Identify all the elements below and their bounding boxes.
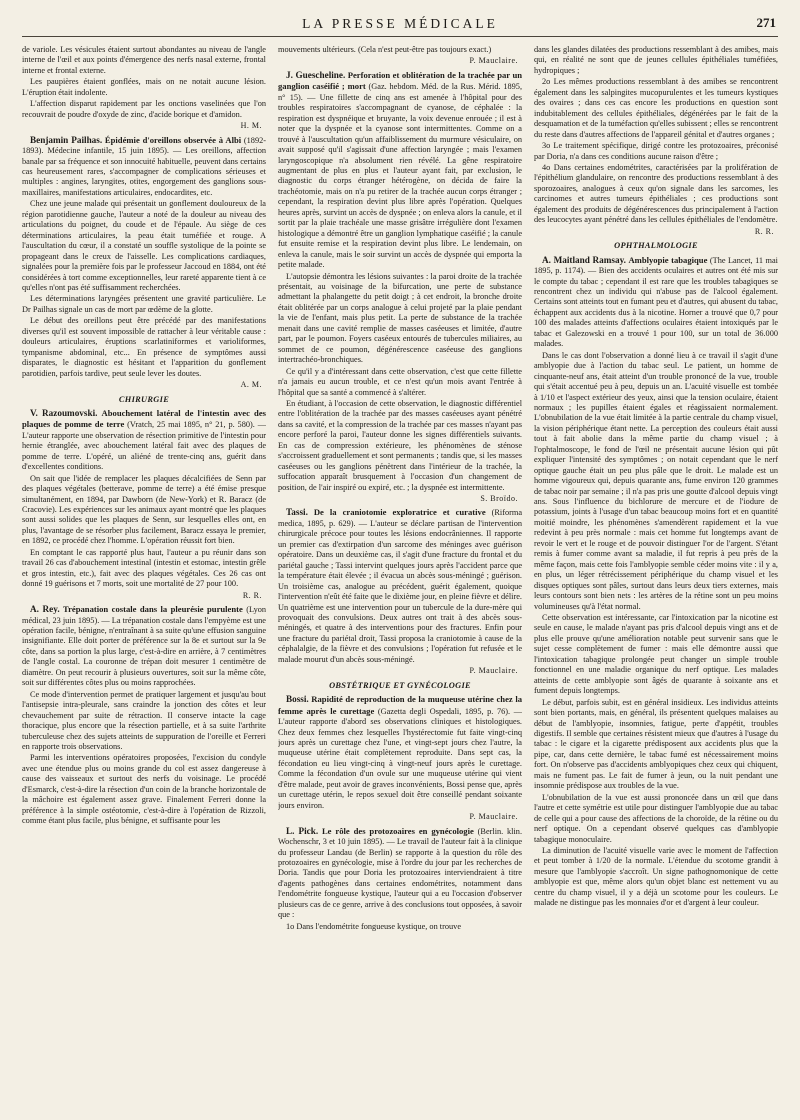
section-heading: OBSTÉTRIQUE ET GYNÉCOLOGIE (329, 680, 471, 690)
paragraph: En comptant le cas rapporté plus haut, l'auteur a pu réunir dans son travail 26 cas d'abouchement intestinal (intestin et estomac, intestin grêle et gros intestin, etc.), fait avec des plaques végétales. Ces 26 cas ont donné 19 guérisons et 7 morts, soit une mortalité de 27 pour 100. (22, 547, 266, 589)
paragraph: Les déterminations laryngées présentent une gravité particulière. Le Dr Pailhas signale un cas de mort par œdème de la glotte. (22, 294, 266, 314)
article-abstract (22, 408, 266, 473)
column-middle (278, 45, 522, 1120)
article-abstract (534, 255, 778, 350)
page-number: 271 (756, 15, 776, 30)
article-author: A. Rey. (30, 604, 60, 615)
paragraph: 3o Le traitement spécifique, dirigé contre les protozoaires, préconisé par Doria, n'a dans ces conditions aucune raison d'être ; (534, 141, 778, 161)
article-body: (The Lancet, 11 mai 1895, p. 1174). — Bien des accidents oculaires et autres ont été mis sur le compte du tabac ; cependant il est rare que les troubles tabagiques se rencontrent chez un individu qui n'abuse pas de l'alcool également. Certains sont atteints tout en fumant peu et d'autres, qui abusent du tabac, échappent aux accidents dus à la nicotine. Horner a trouvé que 0,7 pour 100 des malades atteints d'affections oculaires étaient intoxiqués par le tabac et Galezowski en a trouvé 1 pour 100, sur un total de 36.000 malades. (534, 255, 778, 349)
article-body: (Vratch, 25 mai 1895, n° 21, p. 580). — L'auteur rapporte une observation de résection primitive de l'intestin pour hernie étranglée, avec abouchement latéral fait avec des plaques de pomme de terre. L'opéré, un aliéné de trente-cinq ans, guérit dans d'excellentes conditions. (22, 420, 266, 472)
article-body: (Berlin. klin. Wochenschr, 3 et 10 juin 1895). — Le travail de l'auteur fait à la clinique du professeur Landau (de Berlin) se rapporte à la question du rôle des protozoaires en gynécologie, mise à l'ordre du jour par les recherches de Doria. Tandis que pour Doria les protozoaires interviendraient à titre d'agents pathogènes dans certaines endométrites, notamment dans l'endométrite fongueuse kystique, l'auteur qui a eu l'occasion d'observer plusieurs cas de ce genre, arrive à des conclusions tout opposées, à savoir que : (278, 826, 522, 920)
paragraph: La diminution de l'acuité visuelle varie avec le moment de l'affection et peut tomber à 1/20 de la normale. L'étendue du scotome grandit à mesure que l'amblyopie s'accroît. Un signe pathognomonique de cette amblyopie est que, même alors qu'un objet blanc est nettement vu au centre du champ visuel, il y a déjà un scotome pour les couleurs. Le malade ne distingue pas les monnaies d'or et d'argent à leur couleur. (534, 845, 778, 908)
article-author: Tassi. (286, 507, 308, 518)
column-left (22, 45, 266, 1120)
article-title: Le rôle des protozoaires en gynécologie (321, 825, 474, 836)
paragraph: 4o Dans certaines endométrites, caractérisées par la prolifération de l'épithélium glandulaire, on rencontre des productions ressemblant à des sporozoaires, analogues à ceux qu'on signale dans les sarcomes, les carcinomes et autres tumeurs épithéliales ; ces productions sont également des produits de dégénérescences dus principalement à l'action des leucocytes ayant pénétré dans les cellules épithéliales de l'endomètre. (534, 162, 778, 225)
article-body: (Gaz. hebdom. Méd. de la Rus. Mérid. 1895, n° 15). — Une fillette de cinq ans est amenée à l'hôpital pour des troubles respiratoires s'accompagnant de cyanose, de céphalée : la respiration est dyspnéique et bruyante, la voix devenue enrouée ; il est à noter que la dyspnée et la cyanose sont intermittentes. Comme on a trouvé à l'auscultation qu'un affaiblissement du murmure vésiculaire, on avait supposé qu'il s'agissait d'une affection laryngée ; mais l'examen laryngoscopique n'a absolument rien révélé. La gêne respiratoire augmentant de plus en plus et l'auteur ayant fait, par exclusion, le diagnostic du corps étranger hétérogène, on décida de faire la trachéotomie, mais on n'a pu retirer de la trachée aucun corps étranger ; cependant, la respiration devint plus libre après l'opération. Quelques heures après, survint un accès de dyspnée ; on enleva alors la canule, et il sortit par la plaie trachéale une masse grisâtre irrégulière dont l'examen histologique a démontré être un ganglion lymphatique caséifié ; la canule fut ensuite remise et la respiration devint plus libre. Le lendemain, on enleva la canule, mais le soir survint un accès de dyspnée qui emporta la petite malade. (278, 82, 522, 270)
author-signature: P. Mauclaire. (469, 812, 518, 822)
paragraph: Le début, parfois subit, est en général insidieux. Les individus atteints sont bien portants, mais, en général, ils présentent quelques malaises au début de l'amblyopie, insomnies, fatigue, perte d'appétit, troubles digestifs. Il semble que certaines résistent mieux que d'autres à l'usage du tabac : le cigare et la cigarette prédisposent aux accidents plus que la pipe, car, dans cette dernière, le tabac fumé est nécessairement moins fort. On n'observe pas d'accidents amblyopiques chez ceux qui chiquent, mais ne fument pas. Le fait de fumer à jeun, ou la nuit pendant une insomnie prédispose aux troubles de la vue. (534, 697, 778, 791)
paragraph: dans les glandes dilatées des productions ressemblant à des amibes, mais qui, en réalité ne sont que de jeunes cellules épithéliales tuméfiées, hydropiques ; (534, 45, 778, 75)
article-author: A. Maitland Ramsay. (542, 254, 626, 265)
author-signature: P. Mauclaire. (469, 666, 518, 676)
article-abstract (278, 826, 522, 921)
paragraph: L'affection disparut rapidement par les onctions vaselinées que l'on recouvrait de poudre d'oxyde de zinc, d'acide borique et d'amidon. (22, 99, 266, 119)
text-columns (22, 45, 778, 1120)
author-signature: R. R. (754, 226, 774, 236)
paragraph: En étudiant, à l'occasion de cette observation, le diagnostic différentiel entre l'oblitération de la trachée par des masses caséeuses ayant pénétré dans sa cavité, et la compression de la trachée par ces masses n'ayant pas encore perforé la paroi, l'auteur donne les signes différentiels suivants. En cas de compression extérieure, les phénomènes de sténose s'accroissent graduellement et sont permanents ; tandis que, si les masses caséeuses ou les ganglions pénètrent dans l'intérieur de la trachée, la suffocation apparaît brusquement à l'occasion d'un changement de position, de l'air inspiré ou expiré, etc. ; la dyspnée est intermittente. (278, 398, 522, 492)
paragraph: de variole. Les vésicules étaient surtout abondantes au niveau de l'angle interne de l'œil et aux points d'émergence des nerfs nasal externe, frontal interne et frontal externe. (22, 45, 266, 75)
author-signature: H. M. (240, 121, 262, 131)
article-title: Trépanation costale dans la pleurésie purulente (63, 604, 243, 615)
article-title: Rapidité de reproduction de la muqueuse utérine chez la femme après le curettage (278, 694, 522, 716)
section-heading: CHIRURGIE (118, 394, 170, 404)
paragraph: 1o Dans l'endométrite fongueuse kystique, on trouve (286, 921, 462, 931)
article-body: (Gazetta degli Ospedali, 1895, p. 76). — L'auteur rapporte d'abord ses observations cliniques et histologiques. Chez deux femmes chez lesquelles l'hystérectomie fut faite vingt-cinq jours après un curettage chez l'une, et vingt-sept jours chez l'autre, la muqueuse utérine était complètement reproduite. Dans sept cas, la fécondation eu lieu vingt-cinq à vingt-neuf jours après le curettage. Comme la fécondation d'un ovule sur une muqueuse utérine qui vient d'être malade, peut avoir de graves inconvénients, Bossi pense que, après un curettage utérin, le repos sexuel doit être conseillé pendant soixante jours environ. (278, 706, 522, 810)
article-body: (Riforma medica, 1895, p. 629). — L'auteur se déclare partisan de l'intervention chirurgicale précoce pour toutes les lésions endocrâniennes. Il rapporte un premier cas d'extirpation d'un sarcome des méninges avec guérison opératoire. Dans un deuxième cas, il s'agit d'une fracture du frontal et du pariétal gauche ; Tassi intervint quelques jours après l'accident parce que la température était élevée ; il évacua un abcès sous-méningé ; guérison. Un troisième cas, analogue au précédent, guérit également, quoique l'intervention n'eût été faite que le dixième jour, en pleine fièvre et délire. Un quatrième est une intervention pour un tubercule de la dure-mère qui provoquait des convulsions. Deux autres ont trait à des abcès sous-méningés, et quatre à des interventions pour des fractures. Enfin pour une fracture du pariétal droit, Tassi proposa la craniotomie à cause de la céphalalgie, de la fièvre et des convulsions ; l'opération fut refusée et le malade mourut d'un abcès sous-méningé. (278, 508, 522, 664)
article-title: Perforation et oblitération de la trachée par un ganglion caséifié ; mort (278, 69, 522, 92)
author-signature: R. R. (242, 590, 262, 600)
article-title: Amblyopie tabagique (628, 254, 708, 265)
article-title: Épidémie d'oreillons observée à Albi (104, 134, 242, 145)
article-author: L. Pick. (286, 825, 319, 836)
paragraph: Les paupières étaient gonflées, mais on ne notait aucune lésion. L'éruption était indolente. (22, 77, 266, 97)
column-right (534, 45, 778, 1120)
paragraph: 2o Les mêmes productions ressemblant à des amibes se rencontrent également dans les salpingites mucopurulentes et les tumeurs kystiques des ovaires ; dans ces cas encore les productions en question sont indubitablement des cellules épithéliales, dégénérées par le fait de la desquamation et de la tuméfaction qu'elles subissent ; elles se rencontrent du reste dans d'autres affections de l'appareil génital et d'autres organes ; (534, 77, 778, 139)
paragraph: L'obnubilation de la vue est aussi prononcée dans un œil que dans l'autre et cette symétrie est utile pour distinguer l'amblyopie due au tabac de celle qui a pour cause des affections de la choroïde, de la rétine ou du nerf optique. On a cependant observé quelques cas d'amblyopie tabagique monoculaire. (534, 792, 778, 844)
paragraph: Cette observation est intéressante, car l'intoxication par la nicotine est seule en cause, le malade n'ayant pas pris d'alcool depuis vingt ans et de plus elle prouve qu'une amélioration notable peut survenir sans que le sujet cesse complètement de fumer : mais elle démontre aussi que l'intoxication tabagique prolongée peut changer un simple trouble fonctionnel en une maladie organique du nerf optique. Les malades atteints de cette amblyopie sont âgés de quarante à soixante ans et fument depuis longtemps. (534, 613, 778, 696)
section-heading: OPHTHALMOLOGIE (614, 241, 698, 251)
article-author: Bossi. (286, 694, 309, 705)
article-author: Benjamin Pailhas. (30, 134, 103, 145)
article-author: V. Razoumovski. (30, 407, 98, 418)
article-abstract (278, 507, 522, 665)
paragraph: On sait que l'idée de remplacer les plaques décalcifiées de Senn par des plaques végétales (betterave, pomme de terre) a été émise presque simultanément, en 1894, par Dawborn (de New-York) et R. Baracz (de Cracovie). Les expériences sur les animaux ayant montré que les plaques sont aussi solides que les plaques de Senn, sur lesquelles elles ont, en plus, l'avantage de se résorber plus facilement, Baracz essaya le premier, en 1892, ce procédé chez l'homme. L'opération réussit fort bien. (22, 473, 266, 546)
article-body: (Lyon médical, 23 juin 1895). — La trépanation costale dans l'empyème est une opération facile, bénigne, n'entraînant à sa suite qu'une effusion sanguine insignifiante. Elle doit porter de préférence sur la 8e et surtout sur la 9e côte, dans sa portion la plus large, c'est-à-dire en arrière, à 7 centimètres de l'angle costal. La couronne de trépan doit mesurer 1 centimètre de diamètre. On peut recourir à plusieurs ouvertures, soit sur la même côte, soit sur différentes côtes plus ou moins rapprochées. (22, 605, 266, 688)
page-header (22, 14, 778, 37)
journal-title: LA PRESSE MÉDICALE (302, 16, 498, 31)
article-title: De la craniotomie exploratrice et curative (313, 507, 486, 518)
article-author: J. Guescheline. (286, 69, 346, 80)
article-abstract (278, 70, 522, 271)
author-signature: S. Broïdo. (480, 494, 518, 504)
article-abstract (278, 694, 522, 811)
article-title: Abouchement latéral de l'intestin avec des plaques de pomme de terre (22, 407, 266, 430)
article-abstract (22, 604, 266, 689)
paragraph: Ce mode d'intervention permet de pratiquer largement et jusqu'au bout l'antisepsie intra-pleurale, sans craindre la jonction des côtes et leur chevauchement par suite de rétraction. Il conserve intacte la cage thoracique, plus encore que la résection partielle, et à sa suite l'arthrite tuberculeuse chez des sujets atteints de suppuration de l'oreille et Ferreri en rapporte trois observations. (22, 689, 266, 751)
article-abstract (22, 135, 266, 199)
author-signature: P. Mauclaire. (469, 56, 518, 66)
article-body: (1892-1893). Médecine infantile, 15 juin 1895). — Les oreillons, affection banale par sa fréquence et son innocuité habituelle, peuvent dans certains cas heureusement rares, s'accompagner de complications sérieuses et multiples : angines, laryngites, otites, engorgement des ganglions sous-maxillaires, manifestations articulaires, endocardites, etc. (22, 135, 266, 197)
paragraph: Chez une jeune malade qui présentait un gonflement douloureux de la région parotidienne gauche, l'auteur a noté de la douleur au niveau des articulations du poignet, du coude et de l'épaule. Au siège de ces déterminations articulaires, la peau était tuméfiée et rouge. A l'auscultation du cœur, il a constaté un souffle systolique de la pointe se propageant dans le creux de l'aisselle. Les complications cardiaques, signalées pour la première fois par le professeur Jaccoud en 1884, ont été considérées à tort comme exceptionnelles, leur rareté apparente tient à ce qu'elles n'ont pas été suffisamment recherchées. (22, 199, 266, 292)
paragraph: Le début des oreillons peut être précédé par des manifestations diverses qu'il est souvent impossible de rattacher à leur véritable cause : douleurs articulaires, éruptions scarlatiniformes et varioliformes, tympanisme abdominal, etc... En présence de symptômes aussi disparates, le diagnostic est hésitant et l'apparition du gonflement parotidien, parfois tardive, peut seule lever les doutes. (22, 316, 266, 378)
paragraph: Parmi les interventions opératoires proposées, l'excision du condyle avec une étendue plus ou moins grande du col est assez dangereuse à cause des vaisseaux et surtout des nerfs du voisinage. Le procédé d'Esmarck, c'est-à-dire la résection d'un coin de la branche horizontale de la mâchoire est également assez grave. Finalement Ferreri donne la préférence à la simple ostéotomie, c'est-à-dire à l'opération de Rizzoli, comme étant plus facile, plus bénigne, et suffisante pour les (22, 753, 266, 826)
paragraph: mouvements ultérieurs. (Cela n'est peut-être pas toujours exact.) (278, 45, 492, 54)
paragraph: Dans le cas dont l'observation a donné lieu à ce travail il s'agit d'une amblyopie due à l'action du tabac seul. Le patient, un homme de cinquante-neuf ans, était atteint d'un trouble prononcé de la vue, trouble qui s'était accentué peu à peu, depuis un an. L'acuité visuelle est tombée à 1/10 et l'aspect extérieur des yeux, ainsi que la tension oculaire, étaient normaux ; les pupilles étaient égales et réagissaient normalement. L'obnubilation de la vue était limitée à la partie centrale du champ visuel, la vision périphérique étant nette. La perception des couleurs était aussi tout à fait abolie dans la même partie du champ visuel ; à l'ophtalmoscope, le fond de l'œil ne présentait aucune lésion qui pût expliquer l'intensité des symptômes ; on notait cependant que le nerf optique gauche était un peu plus pâle que le droit. Le malade est un homme vigoureux qui, depuis quarante ans, fume environ 120 grammes de tabac noir par semaine ; il n'a pas pris une goutte d'alcool depuis vingt ans. Sous l'influence du bichlorure de mercure et de l'iodure de potassium, joints à l'usage d'un tabac beaucoup moins fort et en quantité moitié moindre, les phénomènes s'amendèrent rapidement et la vue redevint à peu près normale : mais cet homme fut longtemps avant de revoir le vert et le rouge et de pouvoir distinguer l'or de l'argent. S'étant remis à fumer comme avant sa maladie, il fut repris à peu près de la même façon, mais cette fois l'amblyopie semble céder moins vite : il y a, en plus, un léger rétrécissement périphérique du champ visuel et les disques optiques sont pâles, surtout dans leurs deux tiers externes, mais leurs contours sont bien nets : les artères de la rétine sont un peu moins volumineuses qu'à l'état normal. (534, 350, 778, 611)
author-signature: A. M. (240, 380, 262, 390)
paragraph: Ce qu'il y a d'intéressant dans cette observation, c'est que cette fillette n'a jamais eu aucun trouble, et ce n'est qu'un mois avant l'entrée à l'hôpital que sa santé a commencé à s'altérer. (278, 366, 522, 397)
paragraph: L'autopsie démontra les lésions suivantes : la paroi droite de la trachée présentait, au voisinage de la bifurcation, une perte de substance admettant la phalangette du petit doigt ; à cet endroit, la bronche droite était oblitérée par un corps analogue à celui projeté par la plaie pendant la vie de l'enfant, mais plus petit. La perte de substance de la trachée menait dans une cavité remplie de masses caséeuses et limitée, d'autre part, par le poumon. Foyers caséeux entourés de tubercules miliaires, au sommet de ce poumon, dégénérescence caséeuse des ganglions intertrachéo-bronchiques. (278, 271, 522, 365)
